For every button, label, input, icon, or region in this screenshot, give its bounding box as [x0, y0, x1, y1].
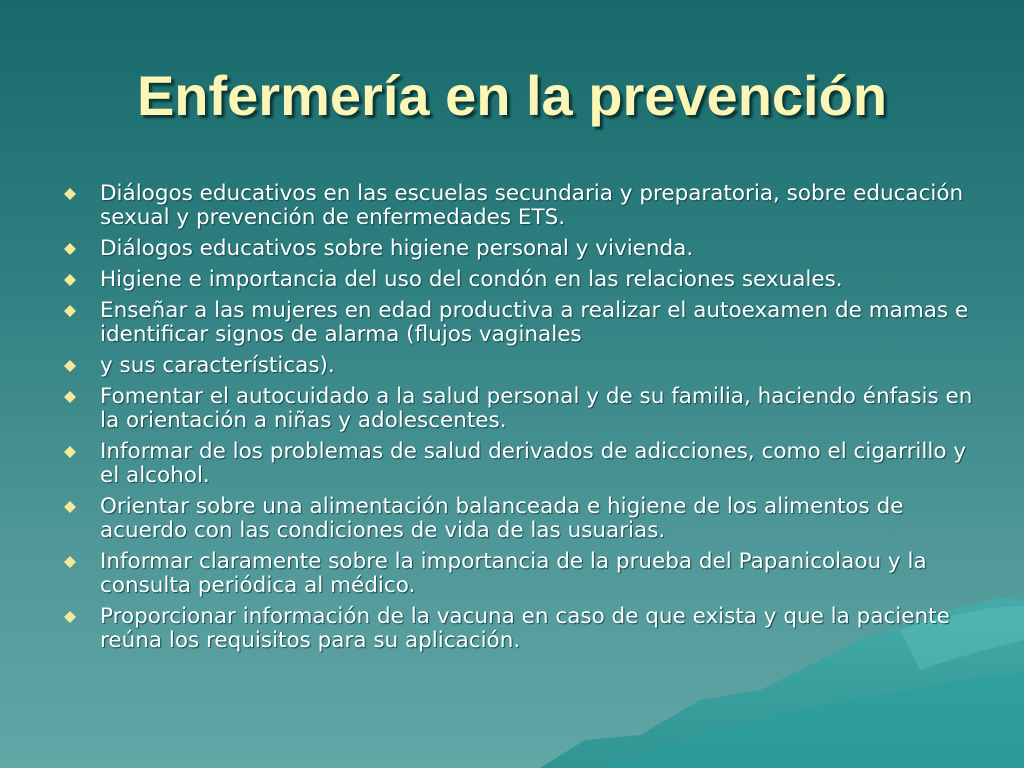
diamond-bullet-icon: [64, 274, 76, 286]
diamond-bullet-icon: [64, 556, 76, 568]
list-item: [64, 605, 974, 653]
diamond-bullet-icon: [64, 305, 76, 317]
list-item-text: Diálogos educativos sobre higiene personal y vivienda.: [100, 236, 694, 261]
diamond-bullet-icon: [64, 360, 76, 372]
list-item: [64, 182, 974, 230]
list-item: [64, 237, 974, 261]
list-item-text: Informar de los problemas de salud derivados de adicciones, como el cigarrillo y el alcohol.: [100, 439, 967, 488]
list-item: [64, 385, 974, 433]
bullet-list: [64, 182, 974, 660]
diamond-bullet-icon: [64, 188, 76, 200]
list-item: [64, 550, 974, 598]
list-item: [64, 268, 974, 292]
list-item-text: Higiene e importancia del uso del condón en las relaciones sexuales.: [100, 267, 843, 292]
list-item-text: Informar claramente sobre la importancia de la prueba del Papanicolaou y la consulta periódica al médico.: [100, 549, 927, 598]
list-item: [64, 440, 974, 488]
diamond-bullet-icon: [64, 611, 76, 623]
list-item: [64, 495, 974, 543]
diamond-bullet-icon: [64, 243, 76, 255]
list-item-text: Orientar sobre una alimentación balanceada e higiene de los alimentos de acuerdo con las condiciones de vida de las usuarias.: [100, 494, 904, 543]
list-item-text: Fomentar el autocuidado a la salud personal y de su familia, haciendo énfasis en la orientación a niñas y adolescentes.: [100, 384, 973, 433]
list-item-text: y sus características).: [100, 353, 335, 378]
list-item: [64, 354, 974, 378]
list-item-text: Diálogos educativos en las escuelas secundaria y preparatoria, sobre educación sexual y prevención de enfermedades ETS.: [100, 181, 964, 230]
list-item-text: Proporcionar información de la vacuna en caso de que exista y que la paciente reúna los requisitos para su aplicación.: [100, 604, 950, 653]
slide-title: Enfermería en la prevención: [136, 64, 888, 127]
list-item-text: Enseñar a las mujeres en edad productiva a realizar el autoexamen de mamas e identificar signos de alarma (flujos vaginales: [100, 298, 969, 347]
diamond-bullet-icon: [64, 391, 76, 403]
diamond-bullet-icon: [64, 501, 76, 513]
list-item: [64, 299, 974, 347]
diamond-bullet-icon: [64, 446, 76, 458]
